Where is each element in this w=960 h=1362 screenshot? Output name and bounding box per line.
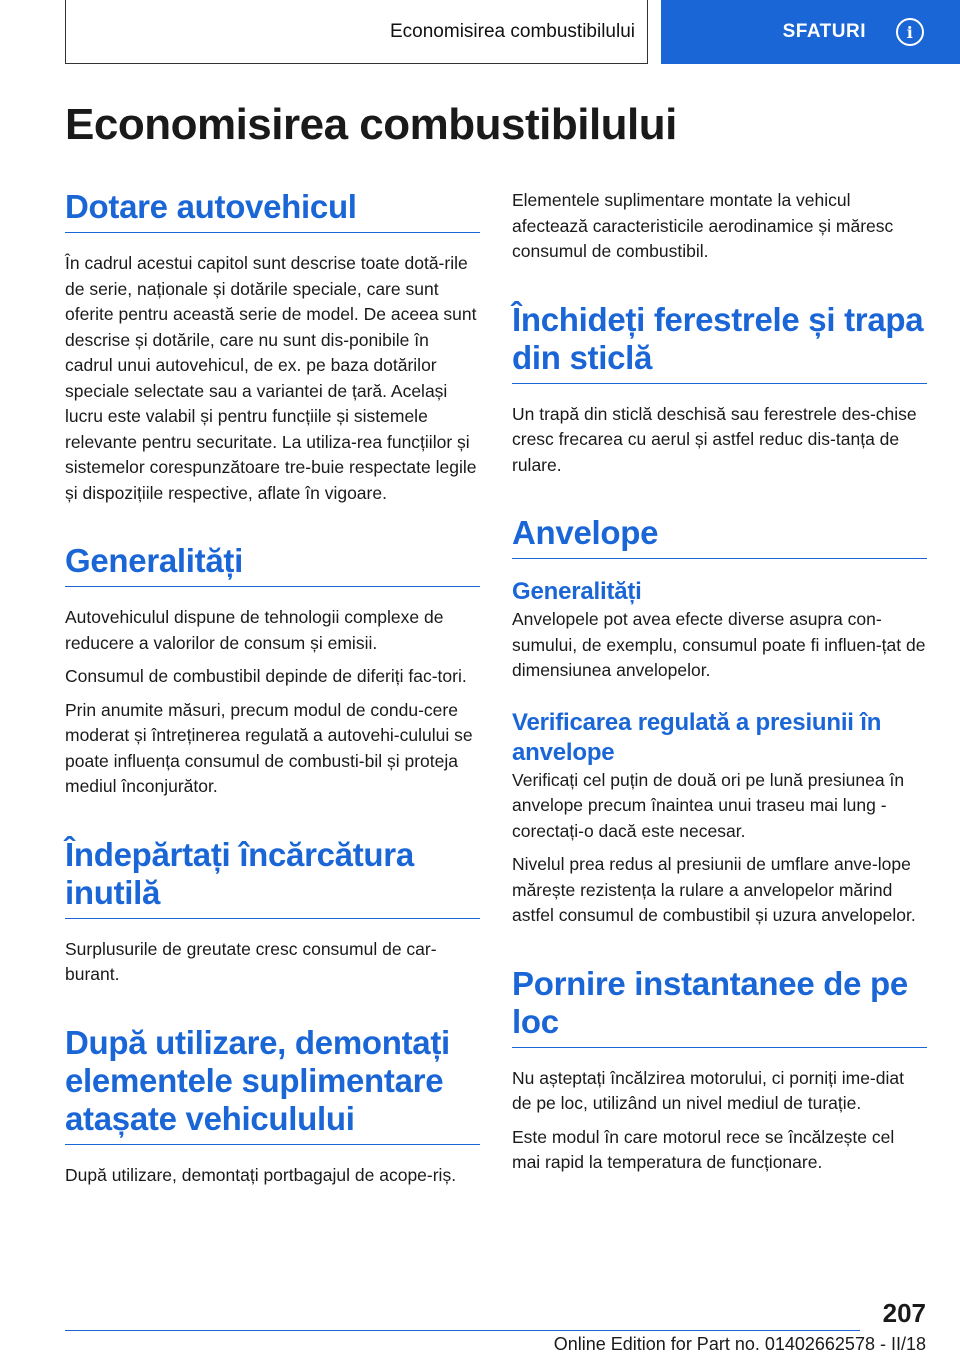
footer-divider: [65, 1330, 860, 1331]
paragraph: Este modul în care motorul rece se încălzește cel mai rapid la temperatura de funcționare.: [512, 1126, 895, 1172]
paragraph: Elementele suplimentare montate la vehicul afectează caracteristicile aerodinamice și măresc consumul de combustibil.: [512, 190, 894, 261]
page-number: 207: [882, 1298, 926, 1328]
paragraph: După utilizare, demontați portbagajul de acope-riș.: [65, 1164, 457, 1185]
paragraph: Prin anumite măsuri, precum modul de condu-cere moderat și întreținerea regulată a autovehi-culului se poate influența consumul de combusti-bil și proteja mediul înconjurător.: [65, 699, 473, 796]
section-heading: Închideți ferestrele și trapa din sticlă: [512, 301, 927, 384]
section-pornire-instantanee: [512, 965, 927, 1176]
section-anvelope: [512, 514, 927, 929]
section-demontati-elementele: [65, 1024, 480, 1189]
section-heading: După utilizare, demontați elementele suplimentare atașate vehiculului: [65, 1024, 480, 1145]
paragraph: Verificați cel puțin de două ori pe lună presiunea în anvelope precum înaintea unui traseu mai lung - corectați-o dacă este necesar.: [512, 769, 905, 841]
paragraph: În cadrul acestui capitol sunt descrise toate dotă-rile de serie, naționale și dotările speciale, care sunt oferite pentru această serie de model. De aceea sunt descrise și dotările, care nu sunt dis-ponibile în cadrul unui autovehicul, de ex. pe baza dotărilor speciale selectate sau a variantei de țară. Același lucru este valabil și pentru funcțiile și sistemele relevante pentru securitate. La utiliza-rea funcțiilor și sistemelor corespunzătoare tre-buie respectate legile și dispozițiile respective, aflate în vigoare.: [65, 253, 477, 503]
section-heading: Generalități: [65, 542, 480, 587]
section-heading: Dotare autovehicul: [65, 188, 480, 233]
section-heading: Pornire instantanee de pe loc: [512, 965, 927, 1048]
section-generalitati: [65, 542, 480, 800]
info-icon[interactable]: i: [896, 18, 924, 46]
paragraph: Consumul de combustibil depinde de diferiți fac-tori.: [65, 666, 467, 686]
section-heading: Anvelope: [512, 514, 927, 559]
header-category-tab[interactable]: [661, 0, 960, 64]
section-indepartati-incarcatura: [65, 836, 480, 988]
paragraph: Nivelul prea redus al presiunii de umflare anve-lope mărește rezistența la rulare a anvelopelor mărind astfel consumul de combustibil și uzura anvelopelor.: [512, 854, 916, 925]
footer-edition: Online Edition for Part no. 01402662578 - II/18: [553, 1334, 926, 1354]
header-section-title: [65, 0, 648, 64]
left-column: [65, 188, 480, 1224]
section-dotare-autovehicul: [65, 188, 480, 506]
paragraph: Anvelopele pot avea efecte diverse asupra con-sumului, de exemplu, consumul poate fi influen-țat de dimensiunea anvelopelor.: [512, 609, 926, 680]
section-inchideti-ferestrele: [512, 301, 927, 479]
paragraph: Nu așteptați încălzirea motorului, ci porniți ime-diat de pe loc, utilizând un nivel mediul de turație.: [512, 1067, 904, 1113]
header-category-label: SFATURI: [782, 21, 866, 42]
subsection-heading: Generalități: [512, 578, 642, 605]
section-heading: Îndepărtați încărcătura inutilă: [65, 836, 480, 919]
paragraph: Autovehiculul dispune de tehnologii complexe de reducere a valorilor de consum și emisii.: [65, 607, 444, 653]
paragraph: Surplusurile de greutate cresc consumul de car-burant.: [65, 938, 437, 984]
subsection-heading: Verificarea regulată a presiunii în anvelope: [512, 708, 882, 766]
page-title: Economisirea combustibilului: [65, 100, 677, 149]
paragraph: Un trapă din sticlă deschisă sau ferestrele des-chise cresc frecarea cu aerul și astfel reduc dis-tanța de rulare.: [512, 403, 917, 475]
header-section-title-text: Economisirea combustibilului: [390, 20, 635, 42]
right-column: [512, 188, 927, 1212]
